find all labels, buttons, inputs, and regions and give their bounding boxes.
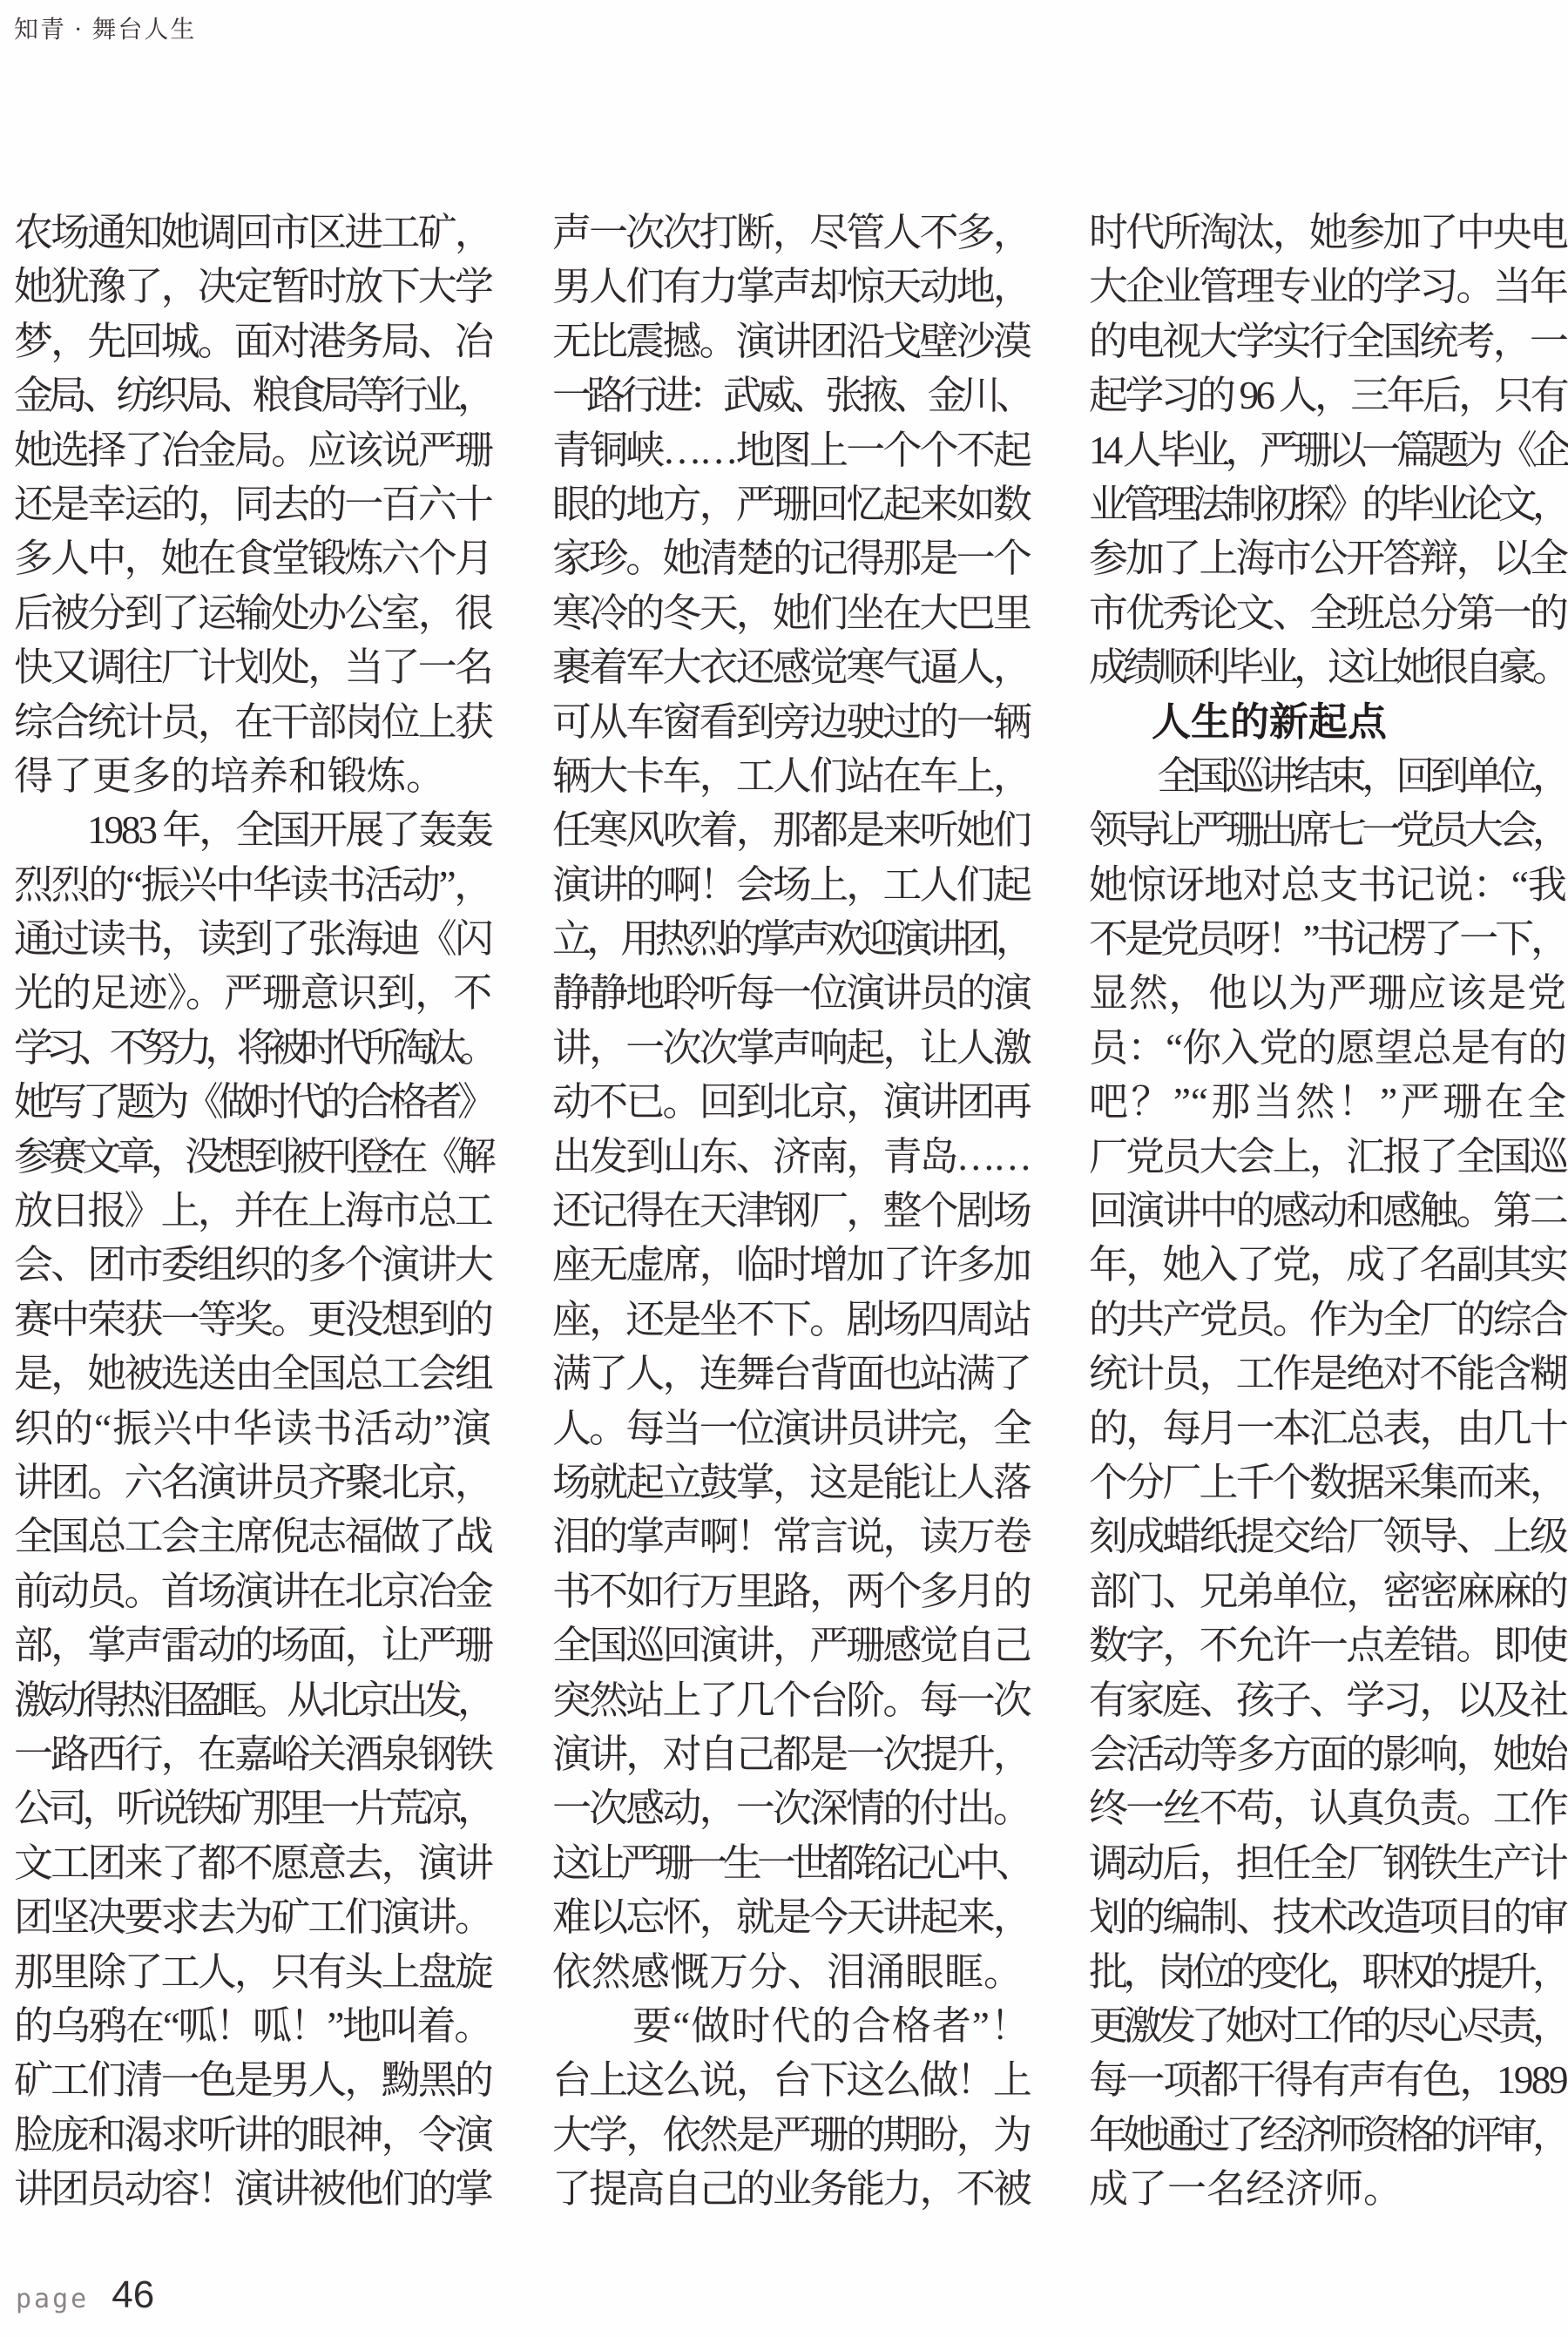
text-line: 会、团市委组织的多个演讲大 <box>14 1243 492 1287</box>
text-line: 年，她入了党，成了名副其实 <box>1089 1243 1567 1287</box>
text-line: 调动后，担任全厂钢铁生产计 <box>1089 1841 1567 1885</box>
text-line: 突然站上了几个台阶。每一次 <box>552 1678 1031 1722</box>
text-line: 刻成蜡纸提交给厂领导、上级 <box>1089 1515 1567 1559</box>
text-line: 起学习的 96 人，三年后，只有 <box>1089 374 1566 418</box>
text-line: 个分厂上千个数据采集而来， <box>1089 1460 1567 1504</box>
text-line: 的共产党员。作为全厂的综合 <box>1089 1297 1567 1341</box>
text-line: 一路西行，在嘉峪关酒泉钢铁 <box>14 1732 492 1776</box>
text-column-1 <box>14 206 491 2216</box>
text-line: 全国总工会主席倪志福做了战 <box>14 1515 492 1559</box>
text-line: 场就起立鼓掌，这是能让人落 <box>552 1460 1031 1504</box>
text-line: 她犹豫了，决定暂时放下大学 <box>14 265 492 309</box>
text-line: 综合统计员，在干部岗位上获 <box>14 699 492 744</box>
text-line: 满了人，连舞台背面也站满了 <box>552 1352 1031 1396</box>
text-line: 立，用热烈的掌声欢迎演讲团， <box>552 917 1031 962</box>
text-line: 那里除了工人，只有头上盘旋 <box>14 1949 492 1994</box>
text-line: 的乌鸦在“呱！呱！”地叫着。 <box>14 2003 491 2048</box>
text-line: 吧？”“那当然！”严珊在全 <box>1089 1080 1566 1125</box>
text-line: 赛中荣获一等奖。更没想到的 <box>14 1297 492 1341</box>
text-line: 寒冷的冬天，她们坐在大巴里 <box>552 591 1031 635</box>
text-line: 更激发了她对工作的尽心尽责， <box>1089 2003 1567 2048</box>
text-line: 声一次次打断，尽管人不多， <box>552 211 1031 254</box>
text-line: 团坚决要求去为矿工们演讲。 <box>14 1895 492 1940</box>
text-line: 激动得热泪盈眶。从北京出发， <box>14 1678 492 1722</box>
text-line: 烈烈的“振兴中华读书活动”， <box>14 862 491 907</box>
text-line: 文工团来了都不愿意去，演讲 <box>14 1841 492 1885</box>
text-line: 了提高自己的业务能力，不被 <box>552 2167 1031 2212</box>
text-line: 一次感动，一次深情的付出。 <box>552 1787 1031 1831</box>
text-line: 回演讲中的感动和感触。第二 <box>1089 1189 1567 1233</box>
text-column-3 <box>1089 206 1566 2216</box>
text-line: 梦，先回城。面对港务局、冶 <box>14 319 492 363</box>
text-line: 是，她被选送由全国总工会组 <box>14 1352 492 1396</box>
text-line: 多人中，她在食堂锻炼六个月 <box>14 537 492 581</box>
text-line: 金局、纺织局、粮食局等行业， <box>14 374 492 418</box>
text-line: 业管理法制初探》的毕业论文， <box>1089 482 1567 526</box>
text-line: 的，每月一本汇总表，由几十 <box>1089 1406 1567 1450</box>
text-line: 人。每当一位演讲员讲完，全 <box>552 1406 1031 1450</box>
text-line: 会活动等多方面的影响，她始 <box>1089 1732 1567 1776</box>
text-line: 演讲的啊！会场上，工人们起 <box>552 862 1031 907</box>
text-column-2 <box>552 206 1030 2216</box>
text-line: 脸庞和渴求听讲的眼神，令演 <box>14 2112 492 2157</box>
text-line: 泪的掌声啊！常言说，读万卷 <box>552 1515 1031 1559</box>
text-line: 光的足迹》。严珊意识到，不 <box>14 971 491 1016</box>
text-line: 她惊讶地对总支书记说：“我 <box>1089 862 1566 907</box>
text-line: 大学，依然是严珊的期盼，为 <box>552 2112 1031 2157</box>
text-line: 出发到山东、济南，青岛…… <box>552 1134 1031 1179</box>
text-line: 依然感慨万分、泪涌眼眶。 <box>552 1949 1024 1994</box>
page-footer <box>16 2273 154 2317</box>
text-line: 家珍。她清楚的记得那是一个 <box>552 537 1031 581</box>
text-line: 青铜峡……地图上一个个不起 <box>552 428 1031 472</box>
text-line: 农场通知她调回市区进工矿， <box>14 211 492 254</box>
text-line: 统计员，工作是绝对不能含糊 <box>1089 1352 1567 1396</box>
text-line: 讲团员动容！演讲被他们的掌 <box>14 2167 492 2212</box>
text-line: 还是幸运的，同去的一百六十 <box>14 482 492 526</box>
text-line: 她选择了冶金局。应该说严珊 <box>14 428 492 472</box>
text-line: 一路行进：武威、张掖、金川、 <box>552 374 1031 418</box>
text-line: 部，掌声雷动的场面，让严珊 <box>14 1624 492 1668</box>
text-line: 前动员。首场演讲在北京冶金 <box>14 1569 492 1613</box>
text-line: 每一项都干得有声有色，1989 <box>1089 2058 1567 2103</box>
text-line: 裹着军大衣还感觉寒气逼人， <box>552 645 1031 690</box>
text-line: 讲，一次次掌声响起，让人激 <box>552 1025 1031 1070</box>
text-line: 划的编制、技术改造项目的审 <box>1089 1895 1567 1940</box>
text-line: 辆大卡车，工人们站在车上， <box>552 753 1031 798</box>
text-line: 这让严珊一生一世都铭记心中、 <box>552 1841 1031 1885</box>
text-line: 厂党员大会上，汇报了全国巡 <box>1089 1134 1567 1179</box>
text-line: 学习、不努力，将被时代所淘汰。 <box>14 1025 492 1070</box>
text-line: 快又调往厂计划处，当了一名 <box>14 645 492 690</box>
footer-page-label: page <box>16 2284 90 2314</box>
text-line: 还记得在天津钢厂，整个剧场 <box>552 1189 1031 1233</box>
text-line: 任寒风吹着，那都是来听她们 <box>552 808 1031 853</box>
text-line: 批，岗位的变化，职权的提升， <box>1089 1949 1567 1994</box>
text-line: 难以忘怀，就是今天讲起来， <box>552 1895 1031 1940</box>
text-line: 市优秀论文、全班总分第一的 <box>1089 591 1567 635</box>
text-line: 得了更多的培养和锻炼。 <box>14 753 446 798</box>
text-line: 放日报》上，并在上海市总工 <box>14 1189 492 1233</box>
text-line: 员：“你入党的愿望总是有的 <box>1089 1025 1566 1070</box>
text-line: 讲团。六名演讲员齐聚北京， <box>14 1460 492 1504</box>
text-line: 她写了题为《做时代的合格者》 <box>14 1080 492 1125</box>
text-line: 1983 年，全国开展了轰轰 <box>14 808 492 853</box>
text-line: 要“做时代的合格者”！ <box>552 2003 1030 2048</box>
text-line: 可从车窗看到旁边驶过的一辆 <box>552 699 1031 744</box>
text-line: 静静地聆听每一位演讲员的演 <box>552 971 1031 1016</box>
text-line: 眼的地方，严珊回忆起来如数 <box>552 482 1031 526</box>
text-line: 座，还是坐不下。剧场四周站 <box>552 1297 1031 1341</box>
section-heading: 人生的新起点 <box>1152 699 1388 744</box>
text-line: 参赛文章，没想到被刊登在《解 <box>14 1134 492 1179</box>
text-line: 书不如行万里路，两个多月的 <box>552 1569 1031 1613</box>
text-line: 不是党员呀！”书记楞了一下， <box>1089 917 1566 962</box>
text-line: 矿工们清一色是男人，黝黑的 <box>14 2058 492 2103</box>
text-line: 部门、兄弟单位，密密麻麻的 <box>1089 1569 1567 1613</box>
text-line: 台上这么说，台下这么做！上 <box>552 2058 1031 2103</box>
text-line: 成了一名经济师。 <box>1089 2167 1403 2212</box>
text-line: 无比震撼。演讲团沿戈壁沙漠 <box>552 319 1031 363</box>
text-line: 时代所淘汰，她参加了中央电 <box>1089 211 1567 254</box>
text-line: 领导让严珊出席七一党员大会， <box>1089 808 1567 853</box>
text-line: 显然，他以为严珊应该是党 <box>1089 971 1566 1016</box>
page-header-title: 知青 · 舞台人生 <box>14 17 197 44</box>
text-line: 14 人毕业，严珊以一篇题为《企 <box>1089 428 1567 472</box>
text-line: 男人们有力掌声却惊天动地， <box>552 265 1031 309</box>
text-line: 成绩顺利毕业，这让她很自豪。 <box>1089 645 1567 690</box>
text-line: 织的“振兴中华读书活动”演 <box>14 1406 491 1450</box>
text-line: 有家庭、孩子、学习，以及社 <box>1089 1678 1567 1722</box>
text-line: 后被分到了运输处办公室，很 <box>14 591 492 635</box>
text-line: 公司，听说铁矿那里一片荒凉， <box>14 1787 492 1831</box>
text-line: 终一丝不苟，认真负责。工作 <box>1089 1787 1567 1831</box>
footer-page-number: 46 <box>112 2273 155 2316</box>
text-line: 参加了上海市公开答辩，以全 <box>1089 537 1567 581</box>
text-line: 全国巡讲结束，回到单位， <box>1089 753 1567 798</box>
text-line: 动不已。回到北京，演讲团再 <box>552 1080 1031 1125</box>
text-line: 大企业管理专业的学习。当年 <box>1089 265 1567 309</box>
text-line: 的电视大学实行全国统考，一 <box>1089 319 1567 363</box>
text-line: 全国巡回演讲，严珊感觉自己 <box>552 1624 1031 1668</box>
text-line: 通过读书，读到了张海迪《闪 <box>14 917 492 962</box>
text-line: 演讲，对自己都是一次提升， <box>552 1732 1031 1776</box>
text-line: 座无虚席，临时增加了许多加 <box>552 1243 1031 1287</box>
text-line: 数字，不允许一点差错。即使 <box>1089 1624 1567 1668</box>
text-line: 年她通过了经济师资格的评审， <box>1089 2112 1567 2157</box>
